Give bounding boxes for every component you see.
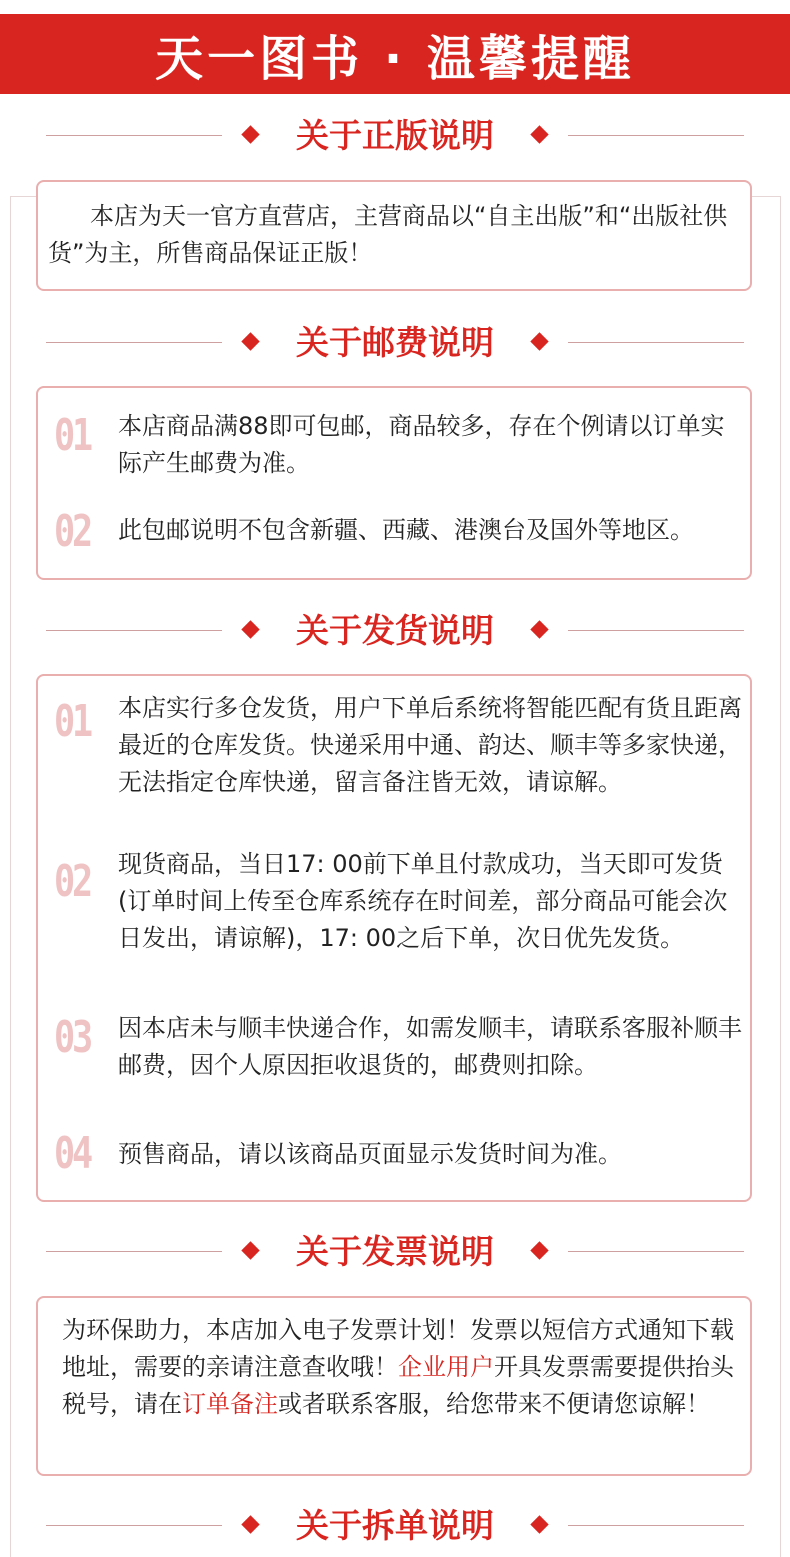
diamond-icon xyxy=(530,125,548,143)
section-heading-split xyxy=(0,1504,790,1548)
diamond-icon xyxy=(530,1515,548,1533)
item-number: 04 xyxy=(54,1128,90,1179)
shipping-item-1: 本店实行多仓发货，用户下单后系统将智能匹配有货且距离最近的仓库发货。快递采用中通、韵达、顺丰等多家快递，无法指定仓库快递，留言备注皆无效，请谅解。 xyxy=(118,694,742,796)
highlight-order-note: 订单备注 xyxy=(182,1390,278,1418)
invoice-box xyxy=(36,1296,752,1476)
divider-line xyxy=(46,342,222,343)
item-number: 01 xyxy=(54,696,90,747)
genuine-text: 本店为天一官方直营店，主营商品以“自主出版”和“出版社供货”为主，所售商品保证正版！ xyxy=(48,202,728,267)
divider-line xyxy=(46,1525,222,1526)
diamond-icon xyxy=(530,332,548,350)
section-title: 关于正版说明 xyxy=(296,116,494,155)
banner-title: 天一图书 · 温馨提醒 xyxy=(155,30,635,87)
divider-line xyxy=(568,630,744,631)
diamond-icon xyxy=(241,1515,259,1533)
section-title: 关于发货说明 xyxy=(296,611,494,650)
genuine-box xyxy=(36,180,752,291)
divider-line xyxy=(46,630,222,631)
divider-line xyxy=(568,135,744,136)
divider-line xyxy=(46,1251,222,1252)
divider-line xyxy=(46,135,222,136)
invoice-text-c: 或者联系客服，给您带来不便请您谅解！ xyxy=(278,1390,710,1418)
header-banner xyxy=(0,14,790,94)
divider-line xyxy=(568,1525,744,1526)
section-title: 关于邮费说明 xyxy=(296,323,494,362)
shipping-item-2: 现货商品，当日17: 00前下单且付款成功，当天即可发货(订单时间上传至仓库系统存在时间差，部分商品可能会次日发出，请谅解)，17: 00之后下单，次日优先发货。 xyxy=(118,850,728,952)
postage-item-1: 本店商品满88即可包邮，商品较多，存在个例请以订单实际产生邮费为准。 xyxy=(118,412,725,477)
shipping-item-4: 预售商品，请以该商品页面显示发货时间为准。 xyxy=(118,1140,622,1168)
divider-line xyxy=(568,1251,744,1252)
diamond-icon xyxy=(241,332,259,350)
section-heading-genuine xyxy=(0,114,790,158)
section-title: 关于发票说明 xyxy=(296,1232,494,1271)
postage-box xyxy=(36,386,752,580)
section-title: 关于拆单说明 xyxy=(296,1506,494,1545)
invoice-text xyxy=(62,1312,736,1423)
divider-line xyxy=(568,342,744,343)
postage-item-2: 此包邮说明不包含新疆、西藏、港澳台及国外等地区。 xyxy=(118,516,694,544)
highlight-enterprise-user: 企业用户 xyxy=(398,1353,494,1381)
diamond-icon xyxy=(241,1241,259,1259)
item-number: 01 xyxy=(54,410,90,461)
diamond-icon xyxy=(530,1241,548,1259)
diamond-icon xyxy=(241,125,259,143)
item-number: 02 xyxy=(54,856,90,907)
invoice-text-b: 开具发票需要提供抬头税号，请在 xyxy=(62,1353,734,1418)
diamond-icon xyxy=(241,620,259,638)
section-heading-shipping xyxy=(0,609,790,653)
invoice-text-a: 为环保助力，本店加入电子发票计划！发票以短信方式通知下载地址，需要的亲请注意查收哦！ xyxy=(62,1316,734,1381)
section-heading-invoice xyxy=(0,1230,790,1274)
shipping-item-3: 因本店未与顺丰快递合作，如需发顺丰，请联系客服补顺丰邮费，因个人原因拒收退货的，邮费则扣除。 xyxy=(118,1014,742,1079)
shipping-box xyxy=(36,674,752,1202)
item-number: 02 xyxy=(54,506,90,557)
diamond-icon xyxy=(530,620,548,638)
section-heading-postage xyxy=(0,321,790,365)
item-number: 03 xyxy=(54,1012,90,1063)
